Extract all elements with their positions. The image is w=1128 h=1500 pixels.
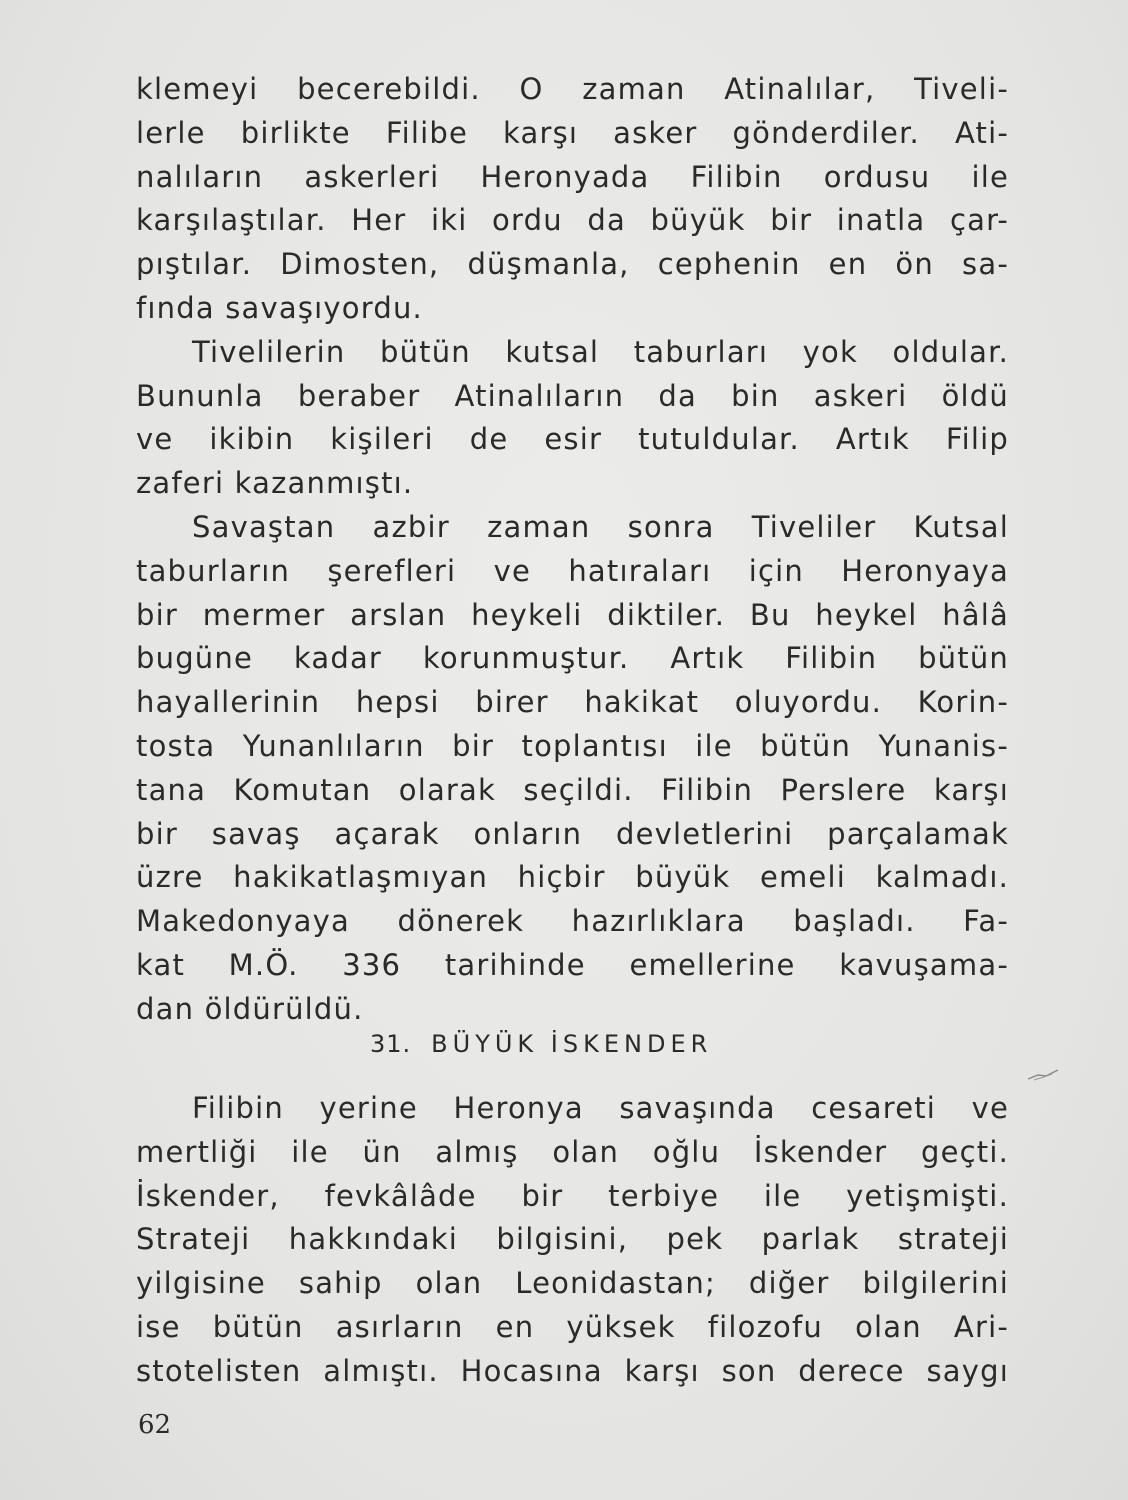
section-title: BÜYÜK İSKENDER [431,1030,713,1058]
text-line: ve ikibin kişileri de esir tutuldular. Artık Filip [136,422,1009,457]
text-line: Strateji hakkındaki bilgisini, pek parlak strateji [136,1222,1009,1257]
text-line: bugüne kadar korunmuştur. Artık Filibin bütün [136,641,1009,676]
text-line: fında savaşıyordu. [136,290,423,325]
text-line: mertliği ile ün almış olan oğlu İskender geçti. [136,1134,1009,1169]
text-line: Filibin yerine Heronya savaşında cesareti ve [192,1091,1009,1125]
text-line: İskender, fevkâlâde bir terbiye ile yetişmişti. [136,1178,1009,1213]
text-line: karşılaştılar. Her iki ordu da büyük bir inatla çar- [136,203,1009,238]
section-heading [370,1024,712,1064]
page-number: 62 [138,1410,172,1440]
text-line: kat M.Ö. 336 tarihinde emellerine kavuşama- [136,947,1009,982]
text-line: Savaştan azbir zaman sonra Tiveliler Kutsal [192,509,1009,544]
text-line: Tivelilerin bütün kutsal taburları yok oldular. [192,334,1009,369]
text-line: dan öldürüldü. [136,991,364,1026]
text-line: taburların şerefleri ve hatıraları için Heronyaya [136,553,1009,588]
text-line: stotelisten almıştı. Hocasına karşı son derece saygı [136,1353,1009,1388]
section-number: 31. [370,1030,412,1058]
text-block-bottom [136,1087,1009,1394]
text-line: klemeyi becerebildi. O zaman Atinalılar, Tiveli- [136,72,1009,106]
text-line: üzre hakikatlaşmıyan hiçbir büyük emeli kalmadı. [136,860,1009,895]
text-line: ise bütün asırların en yüksek filozofu olan Ari- [136,1309,1009,1344]
text-line: nalıların askerleri Heronyada Filibin ordusu ile [136,159,1009,194]
text-line: zaferi kazanmıştı. [136,466,414,501]
text-line: Bununla beraber Atinalıların da bin askeri öldü [136,378,1009,413]
text-line: hayallerinin hepsi birer hakikat oluyordu. Korin- [136,685,1009,720]
text-line: tosta Yunanlıların bir toplantısı ile bütün Yunanis- [136,728,1009,763]
text-line: lerle birlikte Filibe karşı asker gönderdiler. Ati- [136,115,1009,150]
text-block-top [136,68,1009,1032]
text-line: bir mermer arslan heykeli diktiler. Bu heykel hâlâ [136,597,1009,632]
dust-speck [1026,1068,1060,1082]
text-line: pıştılar. Dimosten, düşmanla, cephenin en ön sa- [136,247,1009,282]
text-line: tana Komutan olarak seçildi. Filibin Perslere karşı [136,772,1009,807]
text-line: bir savaş açarak onların devletlerini parçalamak [136,816,1009,851]
text-line: Makedonyaya dönerek hazırlıklara başladı. Fa- [136,904,1009,939]
text-line: yilgisine sahip olan Leonidastan; diğer bilgilerini [136,1266,1009,1301]
